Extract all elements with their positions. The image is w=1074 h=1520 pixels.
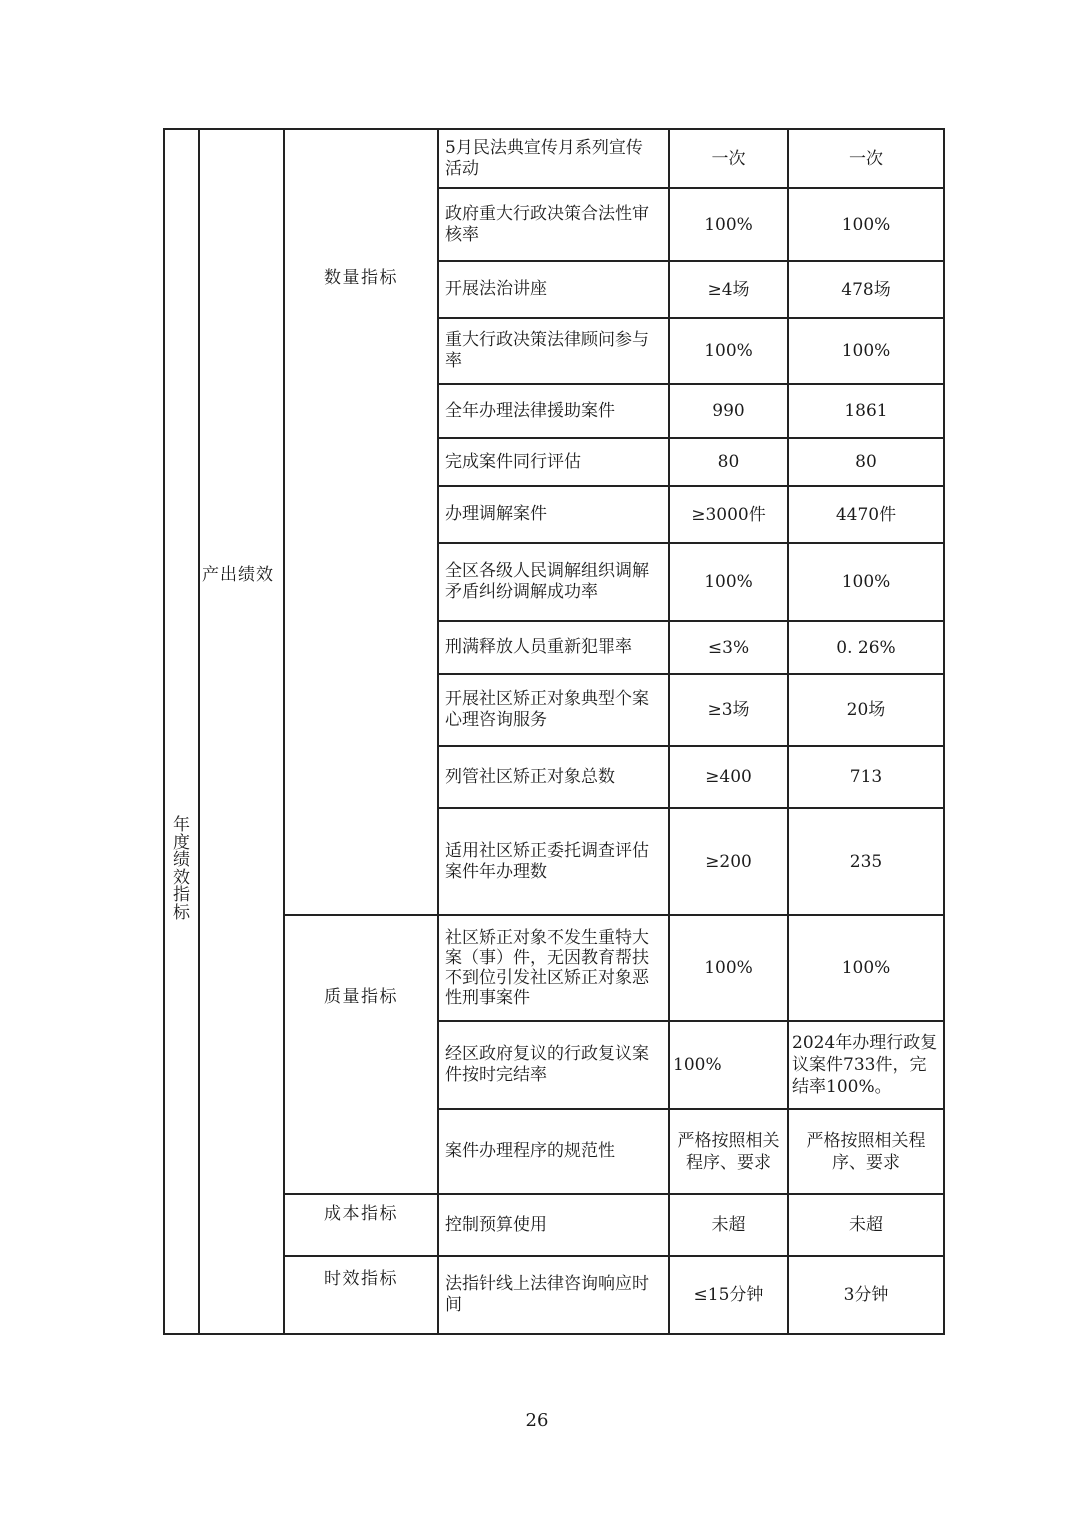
actual-value-cell: 20场 [788, 674, 944, 746]
indicator-name-cell: 完成案件同行评估 [438, 438, 669, 486]
actual-value-cell: 严格按照相关程序、要求 [788, 1109, 944, 1194]
dimension-label [165, 817, 198, 922]
cost-group-cell [284, 1194, 438, 1256]
target-value-cell: 100% [669, 1021, 788, 1109]
page-number: 26 [525, 1410, 549, 1431]
target-value-cell: 100% [669, 915, 788, 1021]
target-value-cell: 严格按照相关程序、要求 [669, 1109, 788, 1194]
quality-group-cell [284, 915, 438, 1194]
quantity-group-cell [284, 129, 438, 915]
actual-value-cell: 100% [788, 188, 944, 261]
actual-value-cell: 100% [788, 318, 944, 384]
target-value-cell: ≥4场 [669, 261, 788, 318]
cost-group-label: 成本指标 [324, 1204, 398, 1224]
dimension-label-char: 指 [173, 885, 190, 905]
target-value-cell: 80 [669, 438, 788, 486]
dimension-cell [164, 129, 199, 1334]
target-value-cell: 一次 [669, 129, 788, 188]
target-value-cell: ≥200 [669, 808, 788, 915]
target-value-cell: ≥3场 [669, 674, 788, 746]
target-value-cell: 100% [669, 188, 788, 261]
indicator-name-cell: 全区各级人民调解组织调解矛盾纠纷调解成功率 [438, 543, 669, 621]
table-row [164, 129, 944, 188]
target-value-cell: 100% [669, 543, 788, 621]
target-value-cell: ≥400 [669, 746, 788, 808]
actual-value-cell: 未超 [788, 1194, 944, 1256]
quality-group-label: 质量指标 [324, 987, 398, 1007]
dimension-label-char: 年 [173, 815, 190, 835]
dimension-label-char: 绩 [173, 850, 190, 870]
actual-value-cell: 478场 [788, 261, 944, 318]
actual-value-cell: 80 [788, 438, 944, 486]
dimension-label-char: 标 [173, 902, 190, 923]
target-value-cell: ≤15分钟 [669, 1256, 788, 1334]
target-value-cell: 未超 [669, 1194, 788, 1256]
dimension-label-char: 效 [173, 867, 190, 888]
actual-value-cell: 3分钟 [788, 1256, 944, 1334]
dimension-label-char: 度 [173, 832, 190, 853]
target-value-cell: ≥3000件 [669, 486, 788, 543]
performance-indicators-table [163, 128, 945, 1335]
indicator-name-cell: 全年办理法律援助案件 [438, 384, 669, 438]
indicator-name-cell: 经区政府复议的行政复议案件按时完结率 [438, 1021, 669, 1109]
indicator-name-cell: 列管社区矫正对象总数 [438, 746, 669, 808]
category-cell [199, 129, 284, 1334]
actual-value-cell: 235 [788, 808, 944, 915]
actual-value-cell: 100% [788, 543, 944, 621]
target-value-cell: ≤3% [669, 621, 788, 674]
indicator-name-cell: 适用社区矫正委托调查评估案件年办理数 [438, 808, 669, 915]
actual-value-cell: 4470件 [788, 486, 944, 543]
actual-value-cell: 0. 26% [788, 621, 944, 674]
quantity-group-label: 数量指标 [324, 268, 398, 288]
indicator-name-cell: 5月民法典宣传月系列宣传活动 [438, 129, 669, 188]
actual-value-cell: 713 [788, 746, 944, 808]
actual-value-cell: 100% [788, 915, 944, 1021]
timeliness-group-cell [284, 1256, 438, 1334]
target-value-cell: 100% [669, 318, 788, 384]
indicator-name-cell: 办理调解案件 [438, 486, 669, 543]
indicator-name-cell: 刑满释放人员重新犯罪率 [438, 621, 669, 674]
category-label: 产出绩效 [202, 565, 274, 585]
indicator-name-cell: 控制预算使用 [438, 1194, 669, 1256]
indicator-name-cell: 政府重大行政决策合法性审核率 [438, 188, 669, 261]
indicator-name-cell: 社区矫正对象不发生重特大案（事）件，无因教育帮扶不到位引发社区矫正对象恶性刑事案件 [438, 915, 669, 1021]
actual-value-cell: 一次 [788, 129, 944, 188]
indicator-name-cell: 开展社区矫正对象典型个案心理咨询服务 [438, 674, 669, 746]
indicator-name-cell: 案件办理程序的规范性 [438, 1109, 669, 1194]
indicator-name-cell: 法指针线上法律咨询响应时间 [438, 1256, 669, 1334]
actual-value-cell: 2024年办理行政复议案件733件，完结率100%。 [788, 1021, 944, 1109]
indicator-name-cell: 重大行政决策法律顾问参与率 [438, 318, 669, 384]
indicator-name-cell: 开展法治讲座 [438, 261, 669, 318]
timeliness-group-label: 时效指标 [324, 1269, 398, 1289]
target-value-cell: 990 [669, 384, 788, 438]
actual-value-cell: 1861 [788, 384, 944, 438]
